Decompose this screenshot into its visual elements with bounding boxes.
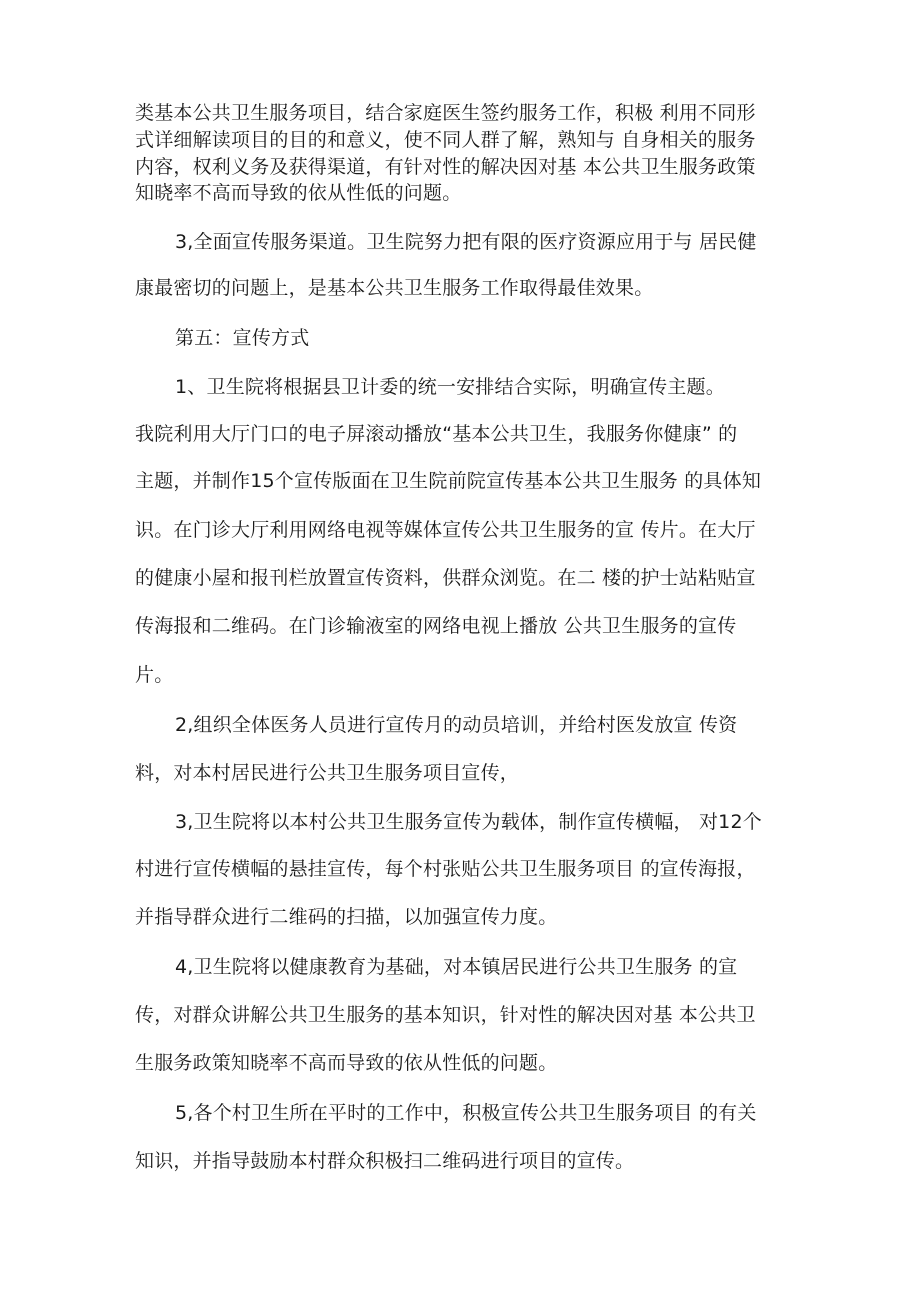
text-line: 康最密切的问题上，是基本公共卫生服务工作取得最佳效果。 [135, 277, 654, 299]
text-line: 主题，并制作15个宣传版面在卫生院前院宣传基本公共卫生服务 的具体知 [135, 470, 762, 492]
text-line: 片。 [135, 664, 174, 686]
text-line: 知识，并指导鼓励本村群众积极扫二维码进行项目的宣传。 [135, 1150, 635, 1172]
text-line: 并指导群众进行二维码的扫描，以加强宣传力度。 [135, 906, 558, 928]
text-line: 识。在门诊大厅利用网络电视等媒体宣传公共卫生服务的宣 传片。在大厅 [135, 519, 756, 541]
text-line: 的健康小屋和报刊栏放置宣传资料，供群众浏览。在二 楼的护士站粘贴宣 [135, 567, 756, 589]
text-line: 内容，权利义务及获得渠道，有针对性的解决因对基 本公共卫生服务政策 [135, 156, 756, 178]
section-heading: 第五：宣传方式 [175, 327, 310, 349]
text-line: 1、卫生院将根据县卫计委的统一安排结合实际，明确宣传主题。 [175, 376, 725, 398]
text-line: 5,各个村卫生所在平时的工作中，积极宣传公共卫生服务项目 的有关 [175, 1102, 757, 1124]
text-line: 知晓率不高而导致的依从性低的问题。 [135, 182, 462, 204]
text-line: 我院利用大厅门口的电子屏滚动播放“基本公共卫生，我服务你健康” 的 [135, 423, 738, 445]
text-line: 类基本公共卫生服务项目，结合家庭医生签约服务工作，积极 利用不同形 [135, 102, 756, 124]
text-line: 4,卫生院将以健康教育为基础，对本镇居民进行公共卫生服务 的宣 [175, 956, 738, 978]
text-line: 3,全面宣传服务渠道。卫生院努力把有限的医疗资源应用于与 居民健 [175, 231, 757, 253]
text-line: 村进行宣传横幅的悬挂宣传，每个村张贴公共卫生服务项目 的宣传海报， [135, 858, 756, 880]
text-line: 生服务政策知晓率不高而导致的依从性低的问题。 [135, 1052, 558, 1074]
text-line: 料，对本村居民进行公共卫生服务项目宣传， [135, 762, 520, 784]
text-line: 2,组织全体医务人员进行宣传月的动员培训，并给村医发放宣 传资 [175, 714, 738, 736]
text-line: 传海报和二维码。在门诊输液室的网络电视上播放 公共卫生服务的宣传 [135, 615, 737, 637]
text-line: 传，对群众讲解公共卫生服务的基本知识，针对性的解决因对基 本公共卫 [135, 1004, 756, 1026]
text-line: 式详细解读项目的目的和意义，使不同人群了解，熟知与 自身相关的服务 [135, 129, 756, 151]
text-line: 3,卫生院将以本村公共卫生服务宣传为载体，制作宣传横幅， 对12个 [175, 811, 762, 833]
